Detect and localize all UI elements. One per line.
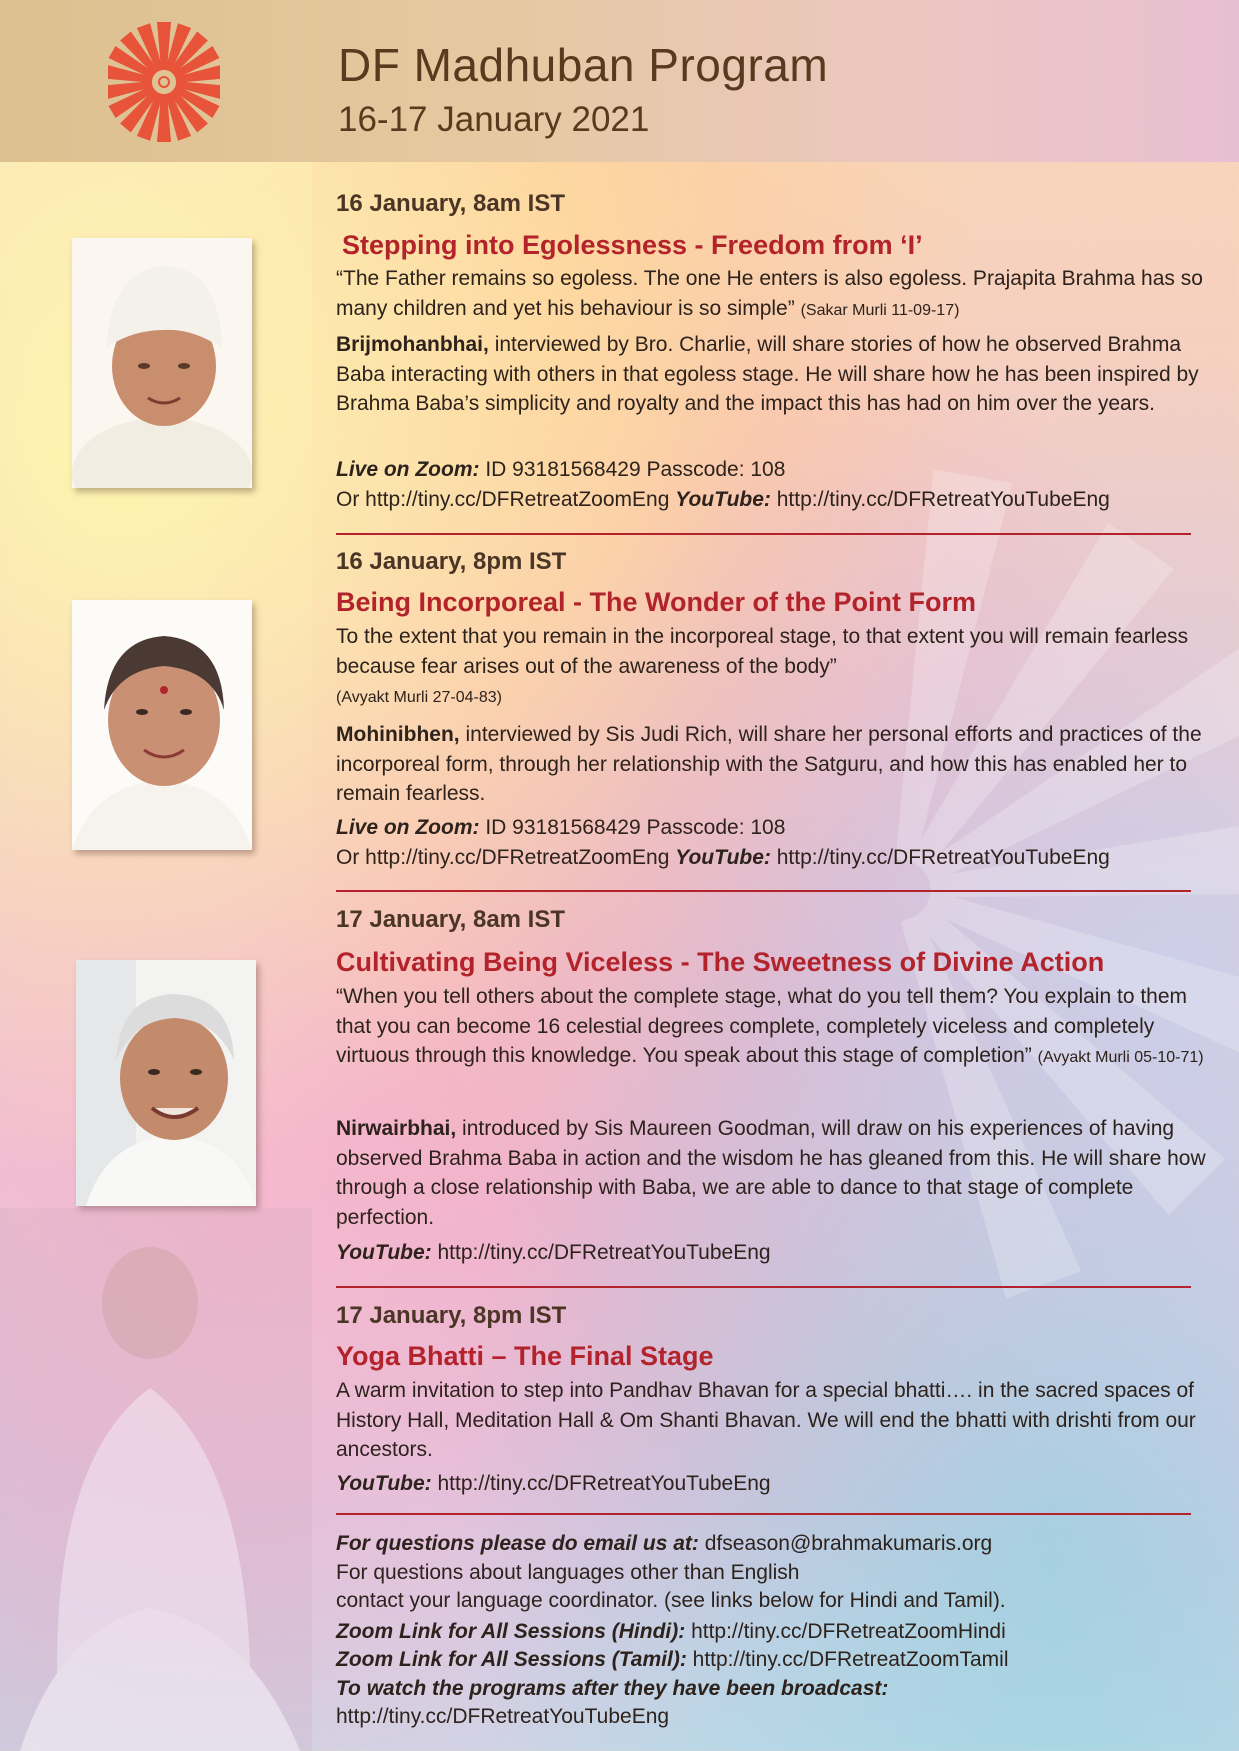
youtube-label: YouTube:: [675, 846, 771, 869]
footer-watch-link[interactable]: http://tiny.cc/DFRetreatYouTubeEng: [336, 1705, 670, 1728]
photo-brijmohanbhai: [72, 238, 252, 488]
session-3-description: Nirwairbhai, introduced by Sis Maureen Goodman, will draw on his experiences of having observed Brahma Baba in action and the wisdom he has gleaned from this. He will share how through a close relationship with Baba, we are able to dance to that stage of complete perfection.: [336, 1117, 1206, 1229]
hindi-label: Zoom Link for All Sessions (Hindi):: [336, 1620, 686, 1643]
tamil-label: Zoom Link for All Sessions (Tamil):: [336, 1648, 687, 1671]
session-3-quote-ref: (Avyakt Murli 05-10-71): [1037, 1049, 1204, 1066]
session-4-title: Yoga Bhatti – The Final Stage: [336, 1341, 714, 1371]
footer-tamil: [336, 1648, 1009, 1672]
youtube-label: YouTube:: [675, 488, 771, 511]
session-2-speaker: Mohinibhen,: [336, 723, 460, 746]
photo-mohinibhen: [72, 600, 252, 850]
footer-hindi: [336, 1620, 1006, 1644]
session-1-speaker: Brijmohanbhai,: [336, 333, 489, 356]
hindi-link[interactable]: http://tiny.cc/DFRetreatZoomHindi: [685, 1620, 1006, 1643]
session-2-quote-ref: (Avyakt Murli 27-04-83): [336, 689, 502, 706]
session-3-speaker: Nirwairbhai,: [336, 1117, 457, 1140]
footer-email: [336, 1532, 992, 1556]
zoom-link[interactable]: Or http://tiny.cc/DFRetreatZoomEng: [336, 846, 676, 869]
photo-nirwairbhai: [76, 960, 256, 1206]
email-link[interactable]: dfseason@brahmakumaris.org: [698, 1532, 993, 1555]
session-2-zoom: [336, 816, 785, 840]
session-2-links: [336, 846, 1110, 870]
session-1-date: 16 January, 8am IST: [336, 190, 566, 217]
session-1-quote: “The Father remains so egoless. The one He enters is also egoless. Prajapita Brahma has so many children and yet his behaviour is so simple” (Sakar Murli 11-09-17): [336, 267, 1203, 320]
youtube-link[interactable]: http://tiny.cc/DFRetreatYouTubeEng: [770, 846, 1110, 869]
session-2-quote: To the extent that you remain in the incorporeal stage, to that extent you will remain fearless because fear arises out of the awareness of the body” (Avyakt Murli 27-04-83): [336, 625, 1189, 706]
header-banner: [0, 0, 1239, 162]
divider-2: [336, 890, 1191, 892]
footer-lang-line-1: For questions about languages other than English: [336, 1561, 800, 1584]
zoom-id[interactable]: ID 93181568429 Passcode: 108: [479, 458, 786, 481]
zoom-label: Live on Zoom:: [336, 458, 480, 481]
youtube-link[interactable]: http://tiny.cc/DFRetreatYouTubeEng: [431, 1472, 771, 1495]
session-1-links: [336, 488, 1110, 512]
photo-brahma-baba-faded: [0, 1208, 312, 1751]
divider-1: [336, 533, 1191, 535]
divider-4: [336, 1513, 1191, 1515]
email-label: For questions please do email us at:: [336, 1532, 699, 1555]
zoom-label: Live on Zoom:: [336, 816, 480, 839]
youtube-link[interactable]: http://tiny.cc/DFRetreatYouTubeEng: [431, 1241, 771, 1264]
session-2-date: 16 January, 8pm IST: [336, 548, 567, 575]
session-3-quote: “When you tell others about the complete stage, what do you tell them? You explain to them that you can become 16 celestial degrees complete, completely viceless and completely virtuous through this knowledge. You speak about this stage of completion” (Avyakt Murli 05-10-71): [336, 985, 1204, 1067]
sunburst-logo-icon: [108, 18, 220, 146]
session-2-description: Mohinibhen, interviewed by Sis Judi Rich, will share her personal efforts and practices of the incorporeal form, through her relationship with the Satguru, and how this has enabled her to remain fearless.: [336, 723, 1202, 805]
page-title: DF Madhuban Program: [338, 39, 829, 91]
footer-lang-line-2: contact your language coordinator. (see links below for Hindi and Tamil).: [336, 1589, 1006, 1612]
youtube-link[interactable]: http://tiny.cc/DFRetreatYouTubeEng: [770, 488, 1110, 511]
zoom-link[interactable]: Or http://tiny.cc/DFRetreatZoomEng: [336, 488, 676, 511]
session-1-zoom: [336, 458, 785, 482]
zoom-id[interactable]: ID 93181568429 Passcode: 108: [479, 816, 786, 839]
session-1-description: Brijmohanbhai, interviewed by Bro. Charlie, will share stories of how he observed Brahma Baba interacting with others in that egoless stage. He will share how he has been inspired by Brahma Baba’s simplicity and royalty and the impact this has had on him over the years.: [336, 333, 1199, 415]
session-4-description: A warm invitation to step into Pandhav Bhavan for a special bhatti…. in the sacred spaces of History Hall, Meditation Hall & Om Shanti Bhavan. We will end the bhatti with drishti from our ancestors.: [336, 1379, 1196, 1461]
page-subtitle: 16-17 January 2021: [338, 100, 650, 139]
session-4-links: [336, 1472, 771, 1496]
session-1-quote-ref: (Sakar Murli 11-09-17): [800, 301, 960, 319]
youtube-label: YouTube:: [336, 1472, 432, 1495]
session-1-title: Stepping into Egolessness - Freedom from ‘I’: [342, 230, 923, 260]
youtube-label: YouTube:: [336, 1241, 432, 1264]
session-3-date: 17 January, 8am IST: [336, 906, 566, 933]
session-3-links: [336, 1241, 771, 1265]
tamil-link[interactable]: http://tiny.cc/DFRetreatZoomTamil: [686, 1648, 1009, 1671]
session-2-title: Being Incorporeal - The Wonder of the Point Form: [336, 587, 977, 617]
footer-watch-label: To watch the programs after they have been broadcast:: [336, 1677, 889, 1700]
divider-3: [336, 1286, 1191, 1288]
session-4-date: 17 January, 8pm IST: [336, 1302, 567, 1329]
session-3-title: Cultivating Being Viceless - The Sweetness of Divine Action: [336, 947, 1105, 977]
